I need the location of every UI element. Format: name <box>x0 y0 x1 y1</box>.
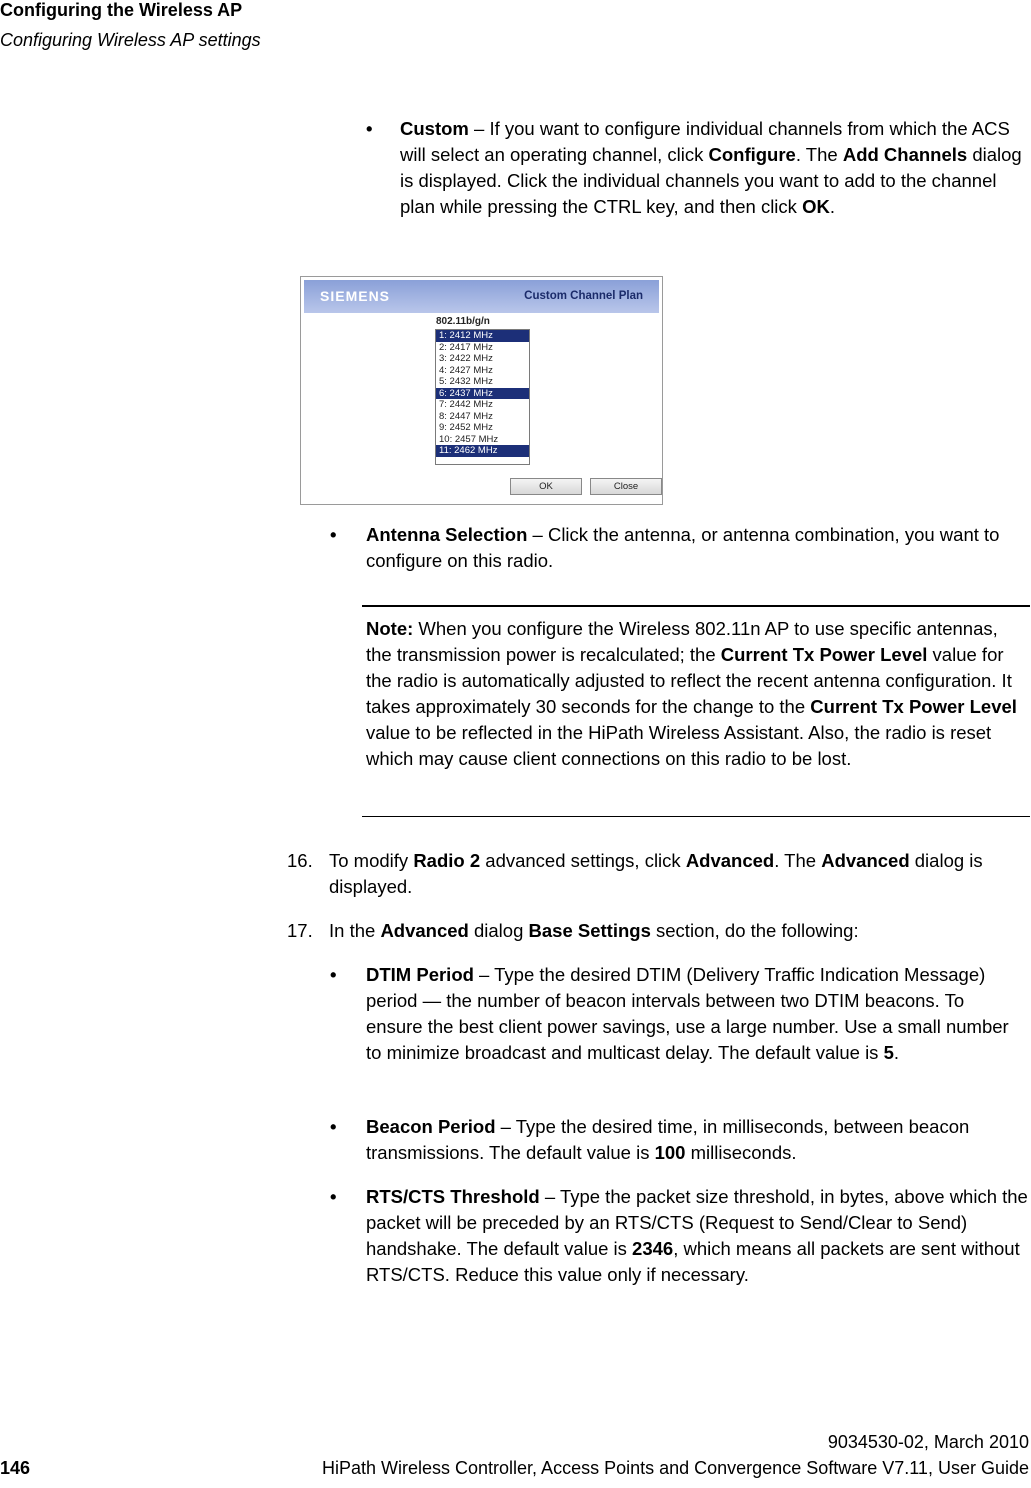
channel-option[interactable]: 5: 2432 MHz <box>439 376 493 387</box>
step16-bold-2: Advanced <box>685 850 775 871</box>
note-top-rule <box>362 605 1030 607</box>
custom-term: Custom <box>400 118 469 139</box>
dialog-title-bar <box>304 280 659 313</box>
channel-option[interactable]: 9: 2452 MHz <box>439 422 493 433</box>
rts-bold-1: 2346 <box>632 1238 674 1259</box>
custom-text-3: dialog is displayed. Click the individual channels you want to add to the channel plan while pressing the CTRL key, and then click <box>400 144 1022 217</box>
siemens-logo: SIEMENS <box>320 288 391 304</box>
step17-bold-1: Advanced <box>380 920 469 941</box>
step16-text-2: advanced settings, click <box>480 850 686 871</box>
step-number: 17. <box>287 920 313 941</box>
rts-term: RTS/CTS Threshold <box>366 1186 540 1207</box>
custom-text-4: . <box>829 196 835 217</box>
step17-text-3: section, do the following: <box>650 920 859 941</box>
band-label: 802.11b/g/n <box>436 316 490 327</box>
dtim-text-2: . <box>893 1042 900 1063</box>
note-bold-1: Current Tx Power Level <box>720 644 928 665</box>
beacon-bold-1: 100 <box>654 1142 686 1163</box>
step16-paragraph <box>329 848 1019 900</box>
dtim-paragraph <box>366 962 1021 1066</box>
guide-title: HiPath Wireless Controller, Access Points and Convergence Software V7.11, User Guide <box>321 1458 1029 1478</box>
rts-text-2: , which means all packets are sent without RTS/CTS. Reduce this value only if necessary. <box>366 1238 1020 1285</box>
custom-paragraph <box>400 116 1028 220</box>
custom-text-1: – If you want to configure individual channels from which the ACS will select an operating channel, click <box>400 118 1010 165</box>
step17-text-2: dialog <box>468 920 529 941</box>
antenna-term: Antenna Selection <box>366 524 528 545</box>
antenna-paragraph <box>366 522 1016 574</box>
close-button[interactable]: Close <box>590 478 662 495</box>
beacon-text-1: – Type the desired time, in milliseconds, between beacon transmissions. The default value is <box>366 1116 970 1163</box>
page-header-title: Configuring the Wireless AP <box>0 0 243 20</box>
step17-paragraph <box>329 918 1019 944</box>
bullet-marker: • <box>366 118 373 139</box>
bullet-marker: • <box>330 1186 337 1207</box>
note-paragraph <box>366 616 1028 772</box>
note-bottom-rule <box>362 816 1030 817</box>
channel-option[interactable]: 2: 2417 MHz <box>439 341 493 353</box>
bullet-marker: • <box>330 524 337 545</box>
custom-text-2: . The <box>795 144 843 165</box>
dtim-text-1: – Type the desired DTIM (Delivery Traffic Indication Message) period — the number of beacon intervals between two DTIM beacons. To ensure the best client power savings, use a large number. Use a small number to minimize broadcast and multicast delay. The default value is <box>366 964 1009 1063</box>
beacon-text-2: milliseconds. <box>685 1142 797 1163</box>
bullet-marker: • <box>330 964 337 985</box>
step16-bold-1: Radio 2 <box>413 850 481 871</box>
channel-option[interactable]: 10: 2457 MHz <box>439 433 499 445</box>
beacon-term: Beacon Period <box>366 1116 496 1137</box>
note-label: Note: <box>366 618 414 639</box>
page-header-subtitle: Configuring Wireless AP settings <box>0 30 261 50</box>
note-text-3: value to be reflected in the HiPath Wireless Assistant. Also, the radio is reset which may cause client connections on this radio to be lost. <box>366 722 992 769</box>
step17-bold-2: Base Settings <box>528 920 651 941</box>
step16-text-4: dialog is displayed. <box>329 850 983 897</box>
page-number: 146 <box>0 1458 31 1478</box>
step16-text-1: To modify <box>329 850 414 871</box>
note-bold-2: Current Tx Power Level <box>810 696 1017 717</box>
step16-bold-3: Advanced <box>821 850 910 871</box>
channel-list[interactable] <box>435 329 530 465</box>
channel-option[interactable]: 8: 2447 MHz <box>439 410 493 422</box>
step-number: 16. <box>287 850 313 871</box>
rts-paragraph <box>366 1184 1028 1288</box>
antenna-text: – Click the antenna, or antenna combination, you want to configure on this radio. <box>366 524 1000 571</box>
channel-option[interactable]: 11: 2462 MHz <box>436 445 529 457</box>
custom-bold-1: Configure <box>708 144 796 165</box>
step16-text-3: . The <box>774 850 822 871</box>
dialog-title: Custom Channel Plan <box>524 290 643 302</box>
dtim-bold-1: 5 <box>883 1042 894 1063</box>
custom-bold-3: OK <box>802 196 830 217</box>
document-reference: 9034530-02, March 2010 <box>827 1432 1029 1452</box>
custom-bold-2: Add Channels <box>842 144 968 165</box>
bullet-marker: • <box>330 1116 337 1137</box>
dtim-term: DTIM Period <box>366 964 474 985</box>
ok-button[interactable]: OK <box>510 478 582 495</box>
beacon-paragraph <box>366 1114 1006 1166</box>
custom-channel-plan-dialog <box>300 276 663 505</box>
note-text-1: When you configure the Wireless 802.11n AP to use specific antennas, the transmission power is recalculated; the <box>366 618 998 665</box>
channel-option[interactable]: 6: 2437 MHz <box>436 388 529 400</box>
step17-text-1: In the <box>329 920 381 941</box>
channel-option[interactable]: 3: 2422 MHz <box>439 353 493 364</box>
channel-option[interactable]: 4: 2427 MHz <box>439 364 493 376</box>
channel-option[interactable]: 7: 2442 MHz <box>439 399 493 410</box>
channel-option[interactable]: 1: 2412 MHz <box>436 330 529 342</box>
note-text-2: value for the radio is automatically adjusted to reflect the recent antenna configuration. It takes approximately 30 seconds for the change to the <box>366 644 1012 717</box>
rts-text-1: – Type the packet size threshold, in bytes, above which the packet will be preceded by an RTS/CTS (Request to Send/Clear to Send) handshake. The default value is <box>366 1186 1028 1259</box>
